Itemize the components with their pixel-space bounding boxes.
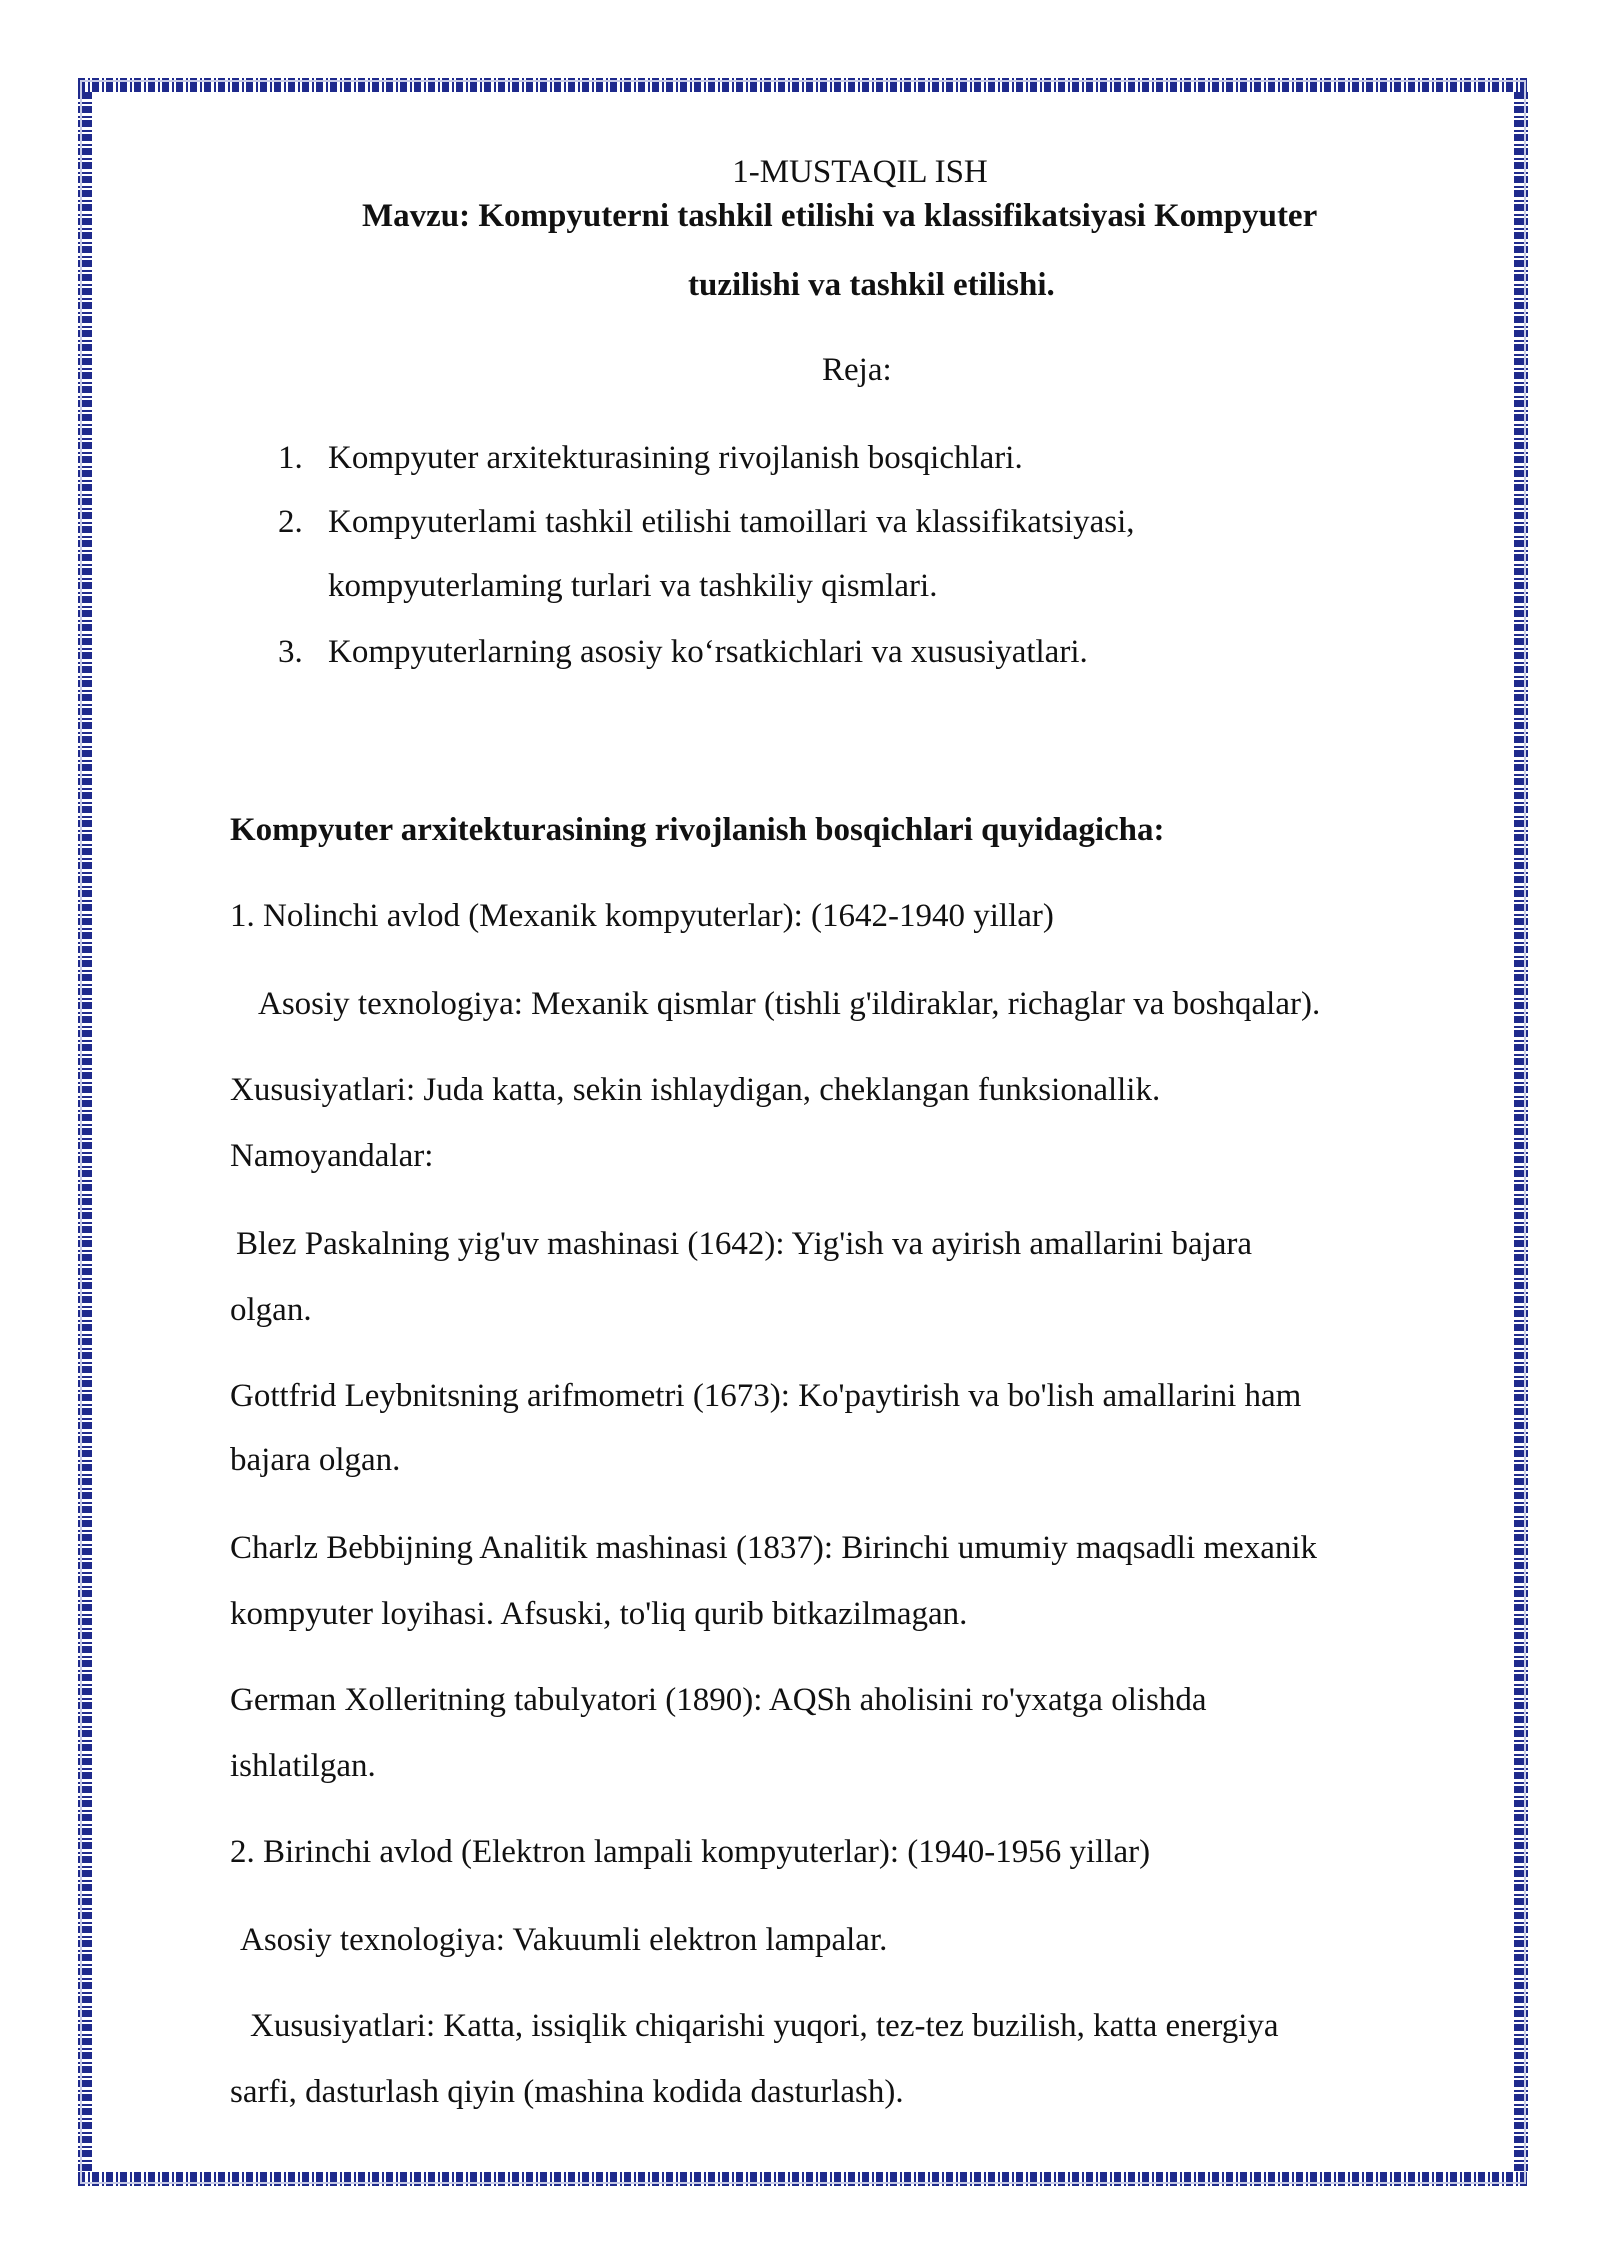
babbage-paragraph-line-2: kompyuter loyihasi. Afsuski, to'liq qurib bitkazilmagan. xyxy=(230,1596,968,1632)
plan-item-3-text: Kompyuterlarning asosiy ko‘rsatkichlari va xususiyatlari. xyxy=(328,634,1088,670)
hollerith-paragraph-line-1: German Xolleritning tabulyatori (1890): AQSh aholisini ro'yxatga olishda xyxy=(230,1682,1207,1718)
gen2-technology: Asosiy texnologiya: Vakuumli elektron lampalar. xyxy=(240,1922,888,1958)
topic-line-1: Mavzu: Kompyuterni tashkil etilishi va klassifikatsiyasi Kompyuter xyxy=(362,198,1318,234)
plan-item-3-number: 3. xyxy=(278,634,303,670)
section-heading: Kompyuter arxitekturasining rivojlanish bosqichlari quyidagicha: xyxy=(230,812,1165,848)
work-label: 1-MUSTAQIL ISH xyxy=(732,154,988,190)
gen1-representatives-label: Namoyandalar: xyxy=(230,1138,434,1174)
plan-item-1-text: Kompyuter arxitekturasining rivojlanish bosqichlari. xyxy=(328,440,1023,476)
plan-item-2-text-line-2: kompyuterlaming turlari va tashkiliy qismlari. xyxy=(328,568,938,604)
gen1-technology: Asosiy texnologiya: Mexanik qismlar (tishli g'ildiraklar, richaglar va boshqalar). xyxy=(258,986,1321,1022)
babbage-paragraph-line-1: Charlz Bebbijning Analitik mashinasi (1837): Birinchi umumiy maqsadli mexanik xyxy=(230,1530,1318,1566)
gen1-features: Xususiyatlari: Juda katta, sekin ishlaydigan, cheklangan funksionallik. xyxy=(230,1072,1161,1108)
leibniz-paragraph-line-2: bajara olgan. xyxy=(230,1442,401,1478)
pascal-paragraph-line-1: Blez Paskalning yig'uv mashinasi (1642): Yig'ish va ayirish amallarini bajara xyxy=(236,1226,1253,1262)
plan-item-2-text-line-1: Kompyuterlami tashkil etilishi tamoillari va klassifikatsiyasi, xyxy=(328,504,1135,540)
plan-item-2-number: 2. xyxy=(278,504,303,540)
pascal-paragraph-line-2: olgan. xyxy=(230,1292,312,1328)
gen2-title: 2. Birinchi avlod (Elektron lampali kompyuterlar): (1940-1956 yillar) xyxy=(230,1834,1151,1870)
plan-title: Reja: xyxy=(822,352,892,388)
gen1-title: 1. Nolinchi avlod (Mexanik kompyuterlar): (1642-1940 yillar) xyxy=(230,898,1054,934)
topic-line-2: tuzilishi va tashkil etilishi. xyxy=(688,267,1055,303)
plan-item-1-number: 1. xyxy=(278,440,303,476)
gen2-features-line-1: Xususiyatlari: Katta, issiqlik chiqarishi yuqori, tez-tez buzilish, katta energiya xyxy=(250,2008,1279,2044)
hollerith-paragraph-line-2: ishlatilgan. xyxy=(230,1748,376,1784)
gen2-features-line-2: sarfi, dasturlash qiyin (mashina kodida dasturlash). xyxy=(230,2074,904,2110)
leibniz-paragraph-line-1: Gottfrid Leybnitsning arifmometri (1673): Ko'paytirish va bo'lish amallarini ham xyxy=(230,1378,1302,1414)
